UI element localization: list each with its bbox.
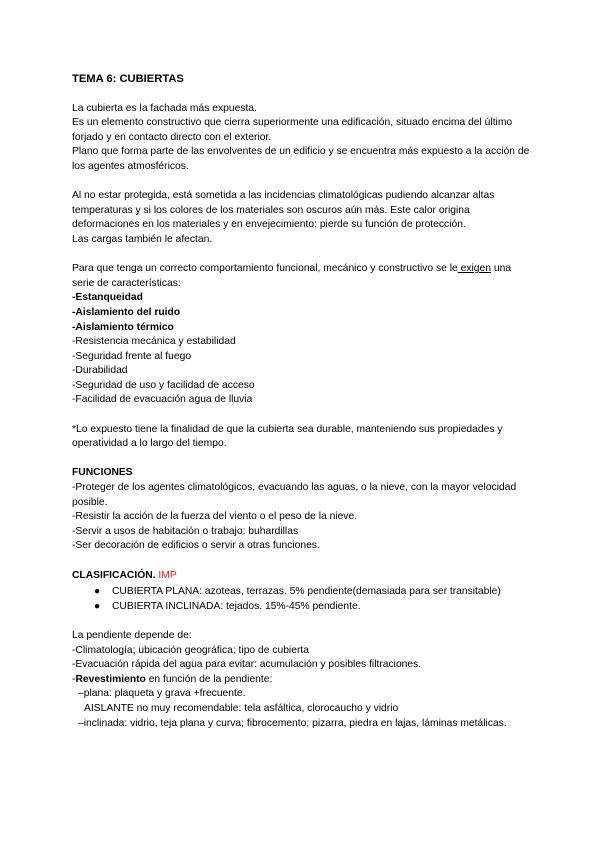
funcion-item: -Proteger de los agentes climatológicos, evacuando las aguas, o la nieve, con la mayor velocidad posible.	[72, 482, 517, 508]
spacer	[72, 554, 532, 569]
requirement-resistencia: -Resistencia mecánica y estabilidad	[72, 336, 236, 348]
intro-line-3: Plano que forma parte de las envolventes de un edificio y se encuentra más expuesto a la acción de los agentes atmosféricos.	[72, 146, 530, 172]
requirements-lead-rest: una serie de características:	[72, 263, 512, 289]
funciones-heading: FUNCIONES	[72, 467, 133, 479]
requirement-estanqueidad: -Estanqueidad	[72, 292, 143, 304]
requirement-aislamiento-ruido: -Aislamiento del ruido	[72, 306, 181, 318]
clasificacion-heading-line	[72, 569, 532, 584]
funcion-item: -Resistir la acción de la fuerza del viento o el peso de la nieve.	[72, 511, 358, 523]
pendiente-lead: La pendiente depende de:	[72, 629, 192, 641]
funcion-item: -Servir a usos de habitación o trabajo: buhardillas	[72, 525, 299, 537]
list-item	[72, 600, 532, 615]
pendiente-item: -Evacuación rápida del agua para evitar: acumulación y posibles filtraciones.	[72, 659, 422, 671]
list-item	[72, 585, 532, 600]
requirement-evacuacion: -Facilidad de evacuación agua de lluvia	[72, 394, 253, 406]
revestimiento-label: Revestimiento	[75, 673, 146, 685]
pendiente-item: -Climatología; ubicación geográfica; tipo de cubierta	[72, 644, 309, 656]
imp-label: IMP	[155, 569, 177, 581]
revestimiento-line	[72, 673, 532, 688]
revestimiento-inclinada: –inclinada: vidrio, teja plana y curva; fibrocemento; pizarra, piedra en lajas, láminas metálicas.	[78, 717, 507, 729]
intro-line-1: La cubierta es la fachada más expuesta.	[72, 102, 257, 114]
requirement-seguridad-uso: -Seguridad de uso y facilidad de acceso	[72, 379, 255, 391]
requirement-durabilidad: -Durabilidad	[72, 365, 128, 377]
revestimiento-dash: -	[72, 673, 76, 685]
requirements-lead	[72, 262, 532, 291]
clasificacion-list	[72, 585, 532, 614]
spacer	[72, 248, 532, 263]
spacer	[72, 452, 532, 467]
document-content	[72, 72, 532, 731]
requirements-lead-underlined: exigen	[457, 263, 491, 275]
revestimiento-rest: en función de la pendiente:	[145, 673, 273, 685]
note-paragraph: *Lo expuesto tiene la finalidad de que la cubierta sea durable, manteniendo sus propiedades y operatividad a lo largo del tiempo.	[72, 423, 503, 450]
intro-line-2: Es un elemento constructivo que cierra superiormente una edificación, situado encima del último forjado y en contacto directo con el exterior.	[72, 117, 513, 143]
bullet-icon: ●	[94, 586, 101, 598]
exposure-loads: Las cargas también le afectan.	[72, 233, 213, 245]
page-title: TEMA 6: CUBIERTAS	[72, 73, 184, 85]
spacer	[72, 175, 532, 190]
bullet-icon: ●	[94, 600, 101, 612]
requirement-aislamiento-termico: -Aislamiento térmico	[72, 321, 174, 333]
revestimiento-aislante: AISLANTE no muy recomendable: tela asfáltica, clorocaucho y vidrio	[84, 702, 399, 714]
clasificacion-plana: CUBIERTA PLANA: azoteas, terrazas. 5% pendiente(demasiada para ser transitable)	[112, 586, 501, 598]
clasificacion-heading: CLASIFICACIÓN.	[72, 569, 156, 581]
requirement-seguridad-fuego: -Seguridad frente al fuego	[72, 350, 192, 362]
spacer	[72, 614, 532, 629]
spacer	[72, 408, 532, 423]
funcion-item: -Ser decoración de edificios o servir a otras funciones.	[72, 540, 320, 552]
exposure-paragraph: Al no estar protegida, está sometida a las incidencias climatológicas pudiendo alcanzar altas temperaturas y si los colores de los materiales son oscuros aún más. Este calor origina deformaciones en los materiales y en envejecimiento; pierde su función de protección.	[72, 190, 495, 231]
requirements-lead-text: Para que tenga un correcto comportamiento funcional, mecánico y constructivo se le	[72, 263, 458, 275]
clasificacion-inclinada: CUBIERTA INCLINADA: tejados. 15%-45% pendiente.	[112, 600, 361, 612]
revestimiento-plana: –plana: plaqueta y grava +frecuente.	[78, 688, 246, 700]
